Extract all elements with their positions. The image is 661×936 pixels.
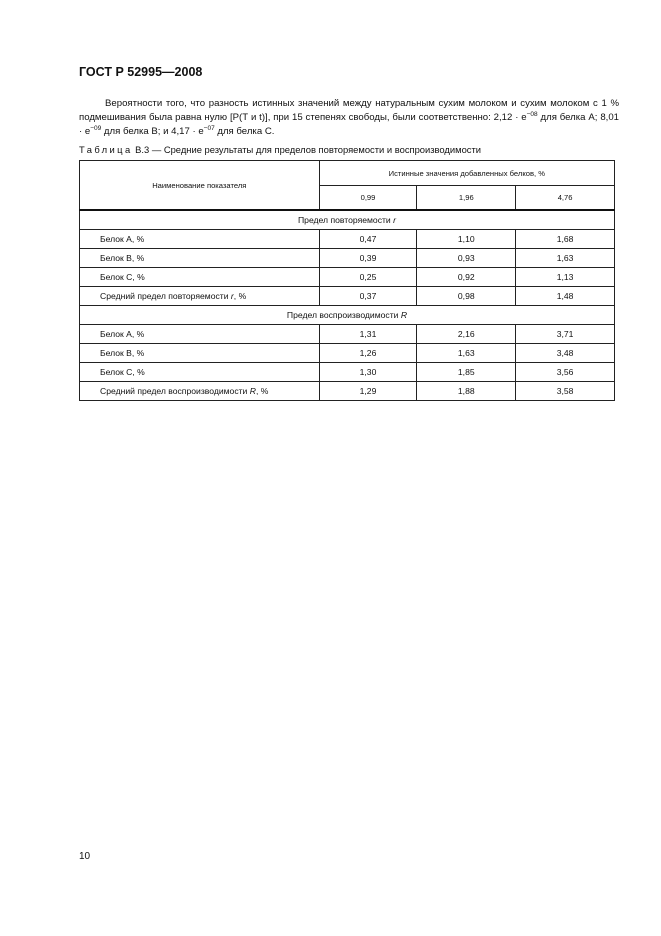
- row-name: Белок В, %: [80, 344, 320, 363]
- section-title-reproducibility: [80, 306, 615, 325]
- cell-value: 1,30: [319, 363, 417, 382]
- cell-value: 0,92: [417, 268, 516, 287]
- mean-name-suffix: , %: [255, 386, 269, 396]
- caption-text: В.3 — Средние результаты для пределов повторяемости и воспроизводимости: [132, 144, 482, 155]
- mean-symbol: R: [249, 386, 256, 396]
- table-row: [80, 230, 615, 249]
- cell-value: 0,93: [417, 249, 516, 268]
- cell-value: 0,98: [417, 287, 516, 306]
- page-number: 10: [79, 851, 91, 862]
- cell-value: 2,16: [417, 325, 516, 344]
- cell-value: 1,10: [417, 230, 516, 249]
- cell-value: 0,47: [319, 230, 417, 249]
- mean-name-suffix: , %: [233, 291, 247, 301]
- cell-value: 3,71: [516, 325, 615, 344]
- row-name: Белок С, %: [80, 268, 320, 287]
- row-name: [80, 287, 320, 306]
- caption-prefix: Таблица: [79, 144, 133, 155]
- paragraph-text: [79, 97, 619, 139]
- exponent-2: −09: [90, 124, 102, 132]
- cell-value: 1,63: [516, 249, 615, 268]
- cell-value: 1,85: [417, 363, 516, 382]
- cell-value: 1,88: [417, 382, 516, 401]
- section-title-repeatability: [80, 210, 615, 230]
- cell-value: 1,68: [516, 230, 615, 249]
- table-row: [80, 268, 615, 287]
- header-col-3: 4,76: [516, 186, 615, 211]
- row-name: Белок А, %: [80, 325, 320, 344]
- table-row-mean: [80, 287, 615, 306]
- table-header-row: [80, 161, 615, 186]
- header-col-1: 0,99: [319, 186, 417, 211]
- cell-value: 3,56: [516, 363, 615, 382]
- cell-value: 1,63: [417, 344, 516, 363]
- table-row: [80, 363, 615, 382]
- paragraph-part-3: для белка В; и 4,17 · e: [101, 126, 204, 137]
- body-paragraph: [79, 97, 619, 139]
- cell-value: 3,58: [516, 382, 615, 401]
- paragraph-part-2: для белка А; 8,01 · e: [79, 112, 619, 137]
- section-row-reproducibility: [80, 306, 615, 325]
- cell-value: 0,37: [319, 287, 417, 306]
- header-col-2: 1,96: [417, 186, 516, 211]
- exponent-1: −08: [526, 110, 538, 118]
- document-header: ГОСТ Р 52995—2008: [79, 65, 203, 79]
- table-row: [80, 249, 615, 268]
- row-name: Белок С, %: [80, 363, 320, 382]
- cell-value: 1,26: [319, 344, 417, 363]
- mean-name-prefix: Средний предел воспроизводимости: [100, 386, 250, 396]
- mean-name-prefix: Средний предел повторяемости: [100, 291, 231, 301]
- table-row-mean: [80, 382, 615, 401]
- cell-value: 1,29: [319, 382, 417, 401]
- row-name: Белок А, %: [80, 230, 320, 249]
- header-indicator-name: Наименование показателя: [80, 161, 320, 211]
- cell-value: 3,48: [516, 344, 615, 363]
- mean-symbol: r: [230, 291, 234, 301]
- header-added-proteins: Истинные значения добавленных белков, %: [319, 161, 614, 186]
- section-symbol: r: [393, 215, 396, 225]
- section-row-repeatability: [80, 210, 615, 230]
- cell-value: 1,48: [516, 287, 615, 306]
- cell-value: 0,39: [319, 249, 417, 268]
- row-name: Белок В, %: [80, 249, 320, 268]
- row-name: [80, 382, 320, 401]
- table-row: [80, 344, 615, 363]
- section-title-text: Предел воспроизводимости: [286, 310, 401, 320]
- paragraph-part-4: для белка С.: [214, 126, 275, 137]
- section-title-text: Предел повторяемости: [298, 215, 394, 225]
- table-row: [80, 325, 615, 344]
- section-symbol: R: [400, 310, 408, 320]
- paragraph-part-1: Вероятности того, что разность истинных значений между натуральным сухим молоком и сухим молоком с 1 % подмешивания была равна нулю [Р(Т и t)], при 15 степенях свободы, были соответственно: 2,12 · e: [79, 98, 619, 123]
- cell-value: 1,13: [516, 268, 615, 287]
- exponent-3: −07: [203, 124, 215, 132]
- results-table: [79, 160, 615, 401]
- cell-value: 0,25: [319, 268, 417, 287]
- cell-value: 1,31: [319, 325, 417, 344]
- table-caption: [79, 144, 481, 155]
